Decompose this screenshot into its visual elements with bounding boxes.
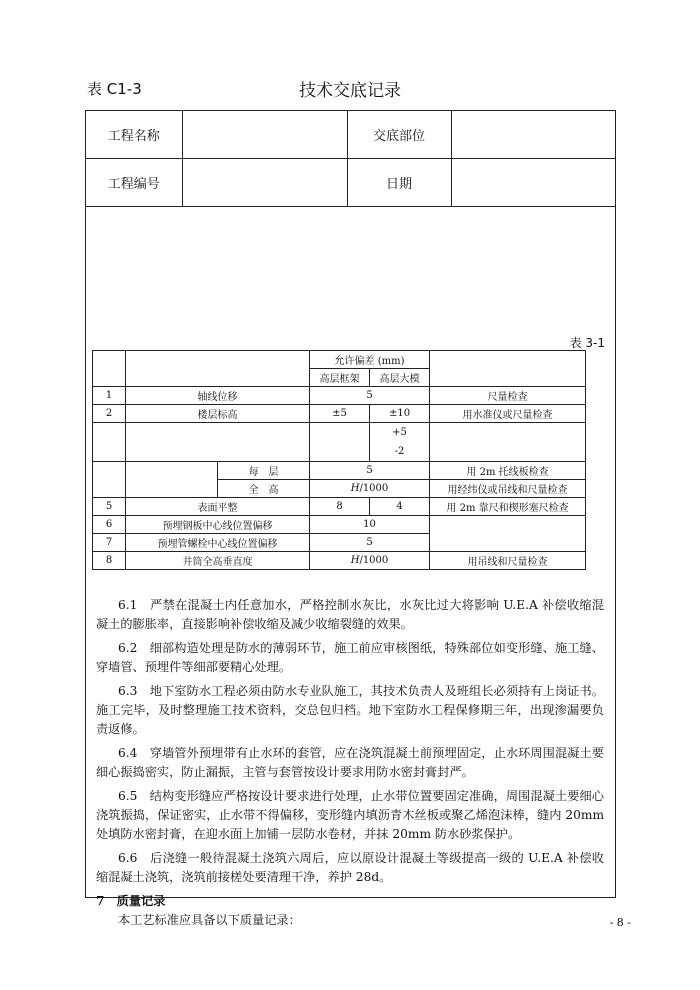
row-no: 6 <box>93 516 126 534</box>
section-7-heading: 7 质量记录 <box>96 894 166 908</box>
row-value: 5 <box>310 387 430 405</box>
row-item <box>126 480 218 498</box>
table-row <box>93 423 586 462</box>
part-label: 交底部位 <box>347 111 451 159</box>
row-frame: ±5 <box>310 405 370 423</box>
paragraph-6-1: 6.1 严禁在混凝土内任意加水，严格控制水灰比，水灰比过大将影响 U.E.A 补偿收缩混凝土的膨胀率，直接影响补偿收缩及减少收缩裂缝的效果。 <box>96 598 604 631</box>
row-value: 5 <box>310 462 430 480</box>
head-big-form: 高层大模 <box>370 369 430 387</box>
row-no: 1 <box>93 387 126 405</box>
paragraph-6-5: 6.5 结构变形缝应严格按设计要求进行处理，止水带位置要固定准确，周围混凝土要细心浇筑振捣，保证密实，止水带不得偏移，变形缝内填沥青木丝板或聚乙烯泡沫棒，缝内 20mm 处填防水密封膏，在迎水面上加铺一层防水卷材，并抹 20mm 防水砂浆保护。 <box>96 789 604 841</box>
row-no: 8 <box>93 552 126 570</box>
value-text: /1000 <box>359 555 389 566</box>
row-method: 用经纬仪或吊线和尺量检查 <box>430 480 586 498</box>
row-no <box>93 480 126 498</box>
value-var: H <box>350 555 360 566</box>
table-caption: 表 3-1 <box>569 336 605 350</box>
row-method <box>430 516 586 552</box>
record-form <box>85 110 616 927</box>
row-value <box>310 480 430 498</box>
row-value <box>310 552 430 570</box>
row-value: 10 <box>310 516 430 534</box>
paragraph-6-4: 6.4 穿墙管外预埋带有止水环的套管，应在浇筑混凝土前预埋固定，止水环周围混凝土要细心振捣密实，防止漏振，主管与套管按设计要求用防水密封膏封严。 <box>96 746 604 779</box>
table-row <box>93 552 586 570</box>
row-item: 轴线位移 <box>126 387 310 405</box>
part-field[interactable] <box>451 111 615 159</box>
paragraph-6-3: 6.3 地下室防水工程必须由防水专业队施工，其技术负责人及班组长必须持有上岗证书。施工完毕，及时整理施工技术资料，交总包归档。地下室防水工程保修期三年，出现渗漏要负责返修。 <box>96 684 604 736</box>
row-item: 预埋管螺栓中心线位置偏移 <box>126 534 310 552</box>
row-frame: 8 <box>310 498 370 516</box>
project-no-field[interactable] <box>182 159 347 207</box>
row-method: 用水准仪或尺量检查 <box>430 405 586 423</box>
row-item: 表面平整 <box>126 498 310 516</box>
body-text <box>96 596 604 930</box>
row-item: 井筒全高垂直度 <box>126 552 310 570</box>
head-frame: 高层框架 <box>310 369 370 387</box>
page-title: 技术交底记录 <box>299 81 401 101</box>
big-plus: +5 <box>392 427 407 438</box>
row-sub: 全 高 <box>218 480 310 498</box>
row-item <box>126 423 310 462</box>
table-row <box>93 516 586 534</box>
project-name-field[interactable] <box>182 111 347 159</box>
header-table <box>86 111 615 207</box>
row-no: 7 <box>93 534 126 552</box>
project-no-label: 工程编号 <box>86 159 182 207</box>
table-row <box>93 498 586 516</box>
table-head-cell <box>93 351 126 387</box>
row-no: 2 <box>93 405 126 423</box>
row-big: 4 <box>370 498 430 516</box>
table-row <box>93 387 586 405</box>
table-head-cell <box>430 351 586 387</box>
paragraph-6-6: 6.6 后浇缝一般待混凝土浇筑六周后，应以原设计混凝土等级提高一级的 U.E.A 补偿收缩混凝土浇筑，浇筑前接槎处要清理干净，养护 28d。 <box>96 851 604 884</box>
row-big <box>370 423 430 462</box>
paragraph-6-2: 6.2 细部构造处理是防水的薄弱环节，施工前应审核图纸，特殊部位如变形缝、施工缝、穿墙管、预埋件等细部要精心处理。 <box>96 641 604 674</box>
date-field[interactable] <box>451 159 615 207</box>
row-sub: 每 层 <box>218 462 310 480</box>
page-number: - 8 - <box>609 916 631 929</box>
value-text: /1000 <box>359 483 389 494</box>
table-row <box>93 462 586 480</box>
table-row <box>93 405 586 423</box>
head-tolerance: 允许偏差 (mm) <box>310 351 430 369</box>
tolerance-table <box>92 350 586 570</box>
row-no <box>93 462 126 480</box>
table-row <box>93 480 586 498</box>
row-method: 尺量检查 <box>430 387 586 405</box>
row-item: 预埋钢板中心线位置偏移 <box>126 516 310 534</box>
paragraph-7: 本工艺标准应具备以下质量记录： <box>118 913 301 927</box>
date-label: 日期 <box>347 159 451 207</box>
row-no <box>93 423 126 462</box>
row-method: 用 2m 靠尺和楔形塞尺检查 <box>430 498 586 516</box>
form-id: 表 C1-3 <box>87 80 142 98</box>
project-name-label: 工程名称 <box>86 111 182 159</box>
row-item <box>126 462 218 480</box>
row-big: ±10 <box>370 405 430 423</box>
value-var: H <box>350 483 360 494</box>
row-value: 5 <box>310 534 430 552</box>
row-no: 5 <box>93 498 126 516</box>
row-frame <box>310 423 370 462</box>
row-item: 楼层标高 <box>126 405 310 423</box>
row-method: 用吊线和尺量检查 <box>430 552 586 570</box>
row-method <box>430 423 586 462</box>
table-head-cell <box>126 351 310 387</box>
row-method: 用 2m 托线板检查 <box>430 462 586 480</box>
big-minus: -2 <box>394 446 405 457</box>
